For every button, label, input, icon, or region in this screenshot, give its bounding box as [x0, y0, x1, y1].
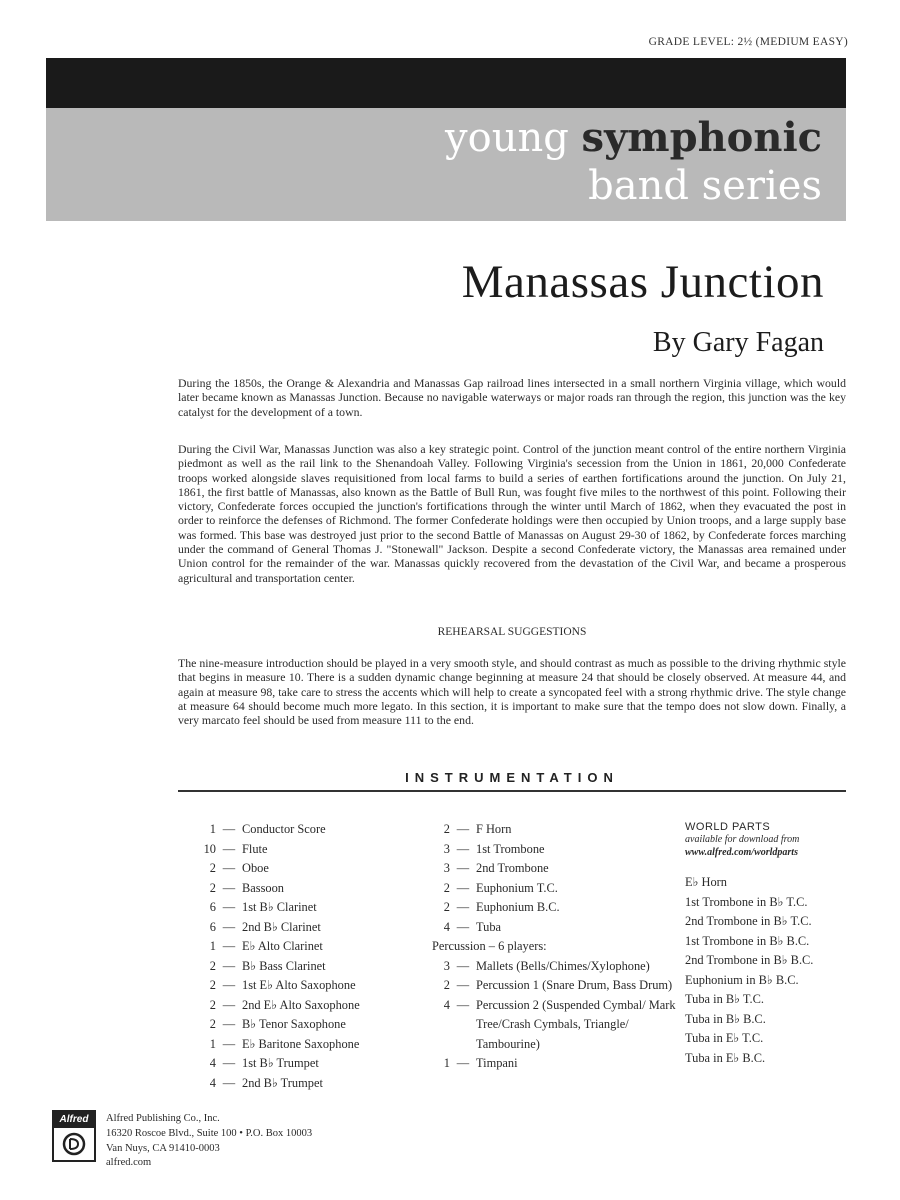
composer-byline: By Gary Fagan: [652, 327, 824, 358]
series-line-band-series: band series: [588, 163, 822, 209]
series-word-young: young: [445, 115, 569, 161]
instrument-row: 4 — Percussion 2 (Suspended Cymbal/ Mark Tree/Crash Cymbals, Triangle/ Tambourine): [443, 997, 676, 1051]
instrument-column-1: [198, 820, 428, 1093]
publisher-address: [106, 1112, 312, 1171]
rehearsal-paragraph: The nine-measure introduction should be played in a very smooth style, and should contrast as much as possible to the driving rhythmic style that begins in measure 10. There is a sudden dynamic change beginning at measure 24 that should be closely observed. At measure 44, and again at measure 98, take care to stress the accents which will help to create a syncopated feel with a strong rhythmic drive. The style change at measure 64 should become much more legato. In this section, it is important to make sure that the tempo does not slow down. Finally, a very marcato feel should be used from measure 111 to the end.: [178, 656, 846, 728]
instrument-row: 2 — B♭ Bass Clarinet: [209, 958, 326, 973]
world-part-item: 1st Trombone in B♭ B.C.: [685, 933, 810, 948]
instrument-row: 1 — E♭ Baritone Saxophone: [209, 1036, 360, 1051]
instrument-row: 6 — 2nd B♭ Clarinet: [209, 919, 321, 934]
instrument-row: 2 — Euphonium T.C.: [443, 880, 558, 895]
history-paragraph-1: During the 1850s, the Orange & Alexandria and Manassas Gap railroad lines intersected in a small northern Virginia village, which would later became known as Manassas Junction. Because no navigable waterways or major roads ran through the region, this junction was the key catalyst for the development of a town.: [178, 376, 846, 419]
world-part-item: Tuba in B♭ T.C.: [685, 992, 764, 1006]
world-parts-url[interactable]: www.alfred.com/worldparts: [685, 847, 798, 858]
instrument-row: 4 — Tuba: [443, 919, 502, 934]
alfred-logo-mark-icon: [54, 1128, 94, 1160]
world-part-item: 2nd Trombone in B♭ T.C.: [685, 914, 812, 928]
publisher-website[interactable]: alfred.com: [106, 1157, 152, 1169]
instrument-row: 3 — Mallets (Bells/Chimes/Xylophone): [443, 958, 650, 973]
series-word-symphonic: symphonic: [581, 114, 822, 161]
series-title: [445, 114, 822, 210]
instrument-row: 2 — Euphonium B.C.: [443, 900, 560, 914]
instrument-row: 2 — B♭ Tenor Saxophone: [209, 1017, 346, 1031]
piece-title: Manassas Junction: [461, 256, 824, 308]
instrument-row: 4 — 2nd B♭ Trumpet: [209, 1075, 323, 1090]
instrument-row: 1 — Timpani: [443, 1056, 518, 1070]
publisher-street: 16320 Roscoe Blvd., Suite 100 • P.O. Box 10003: [106, 1127, 313, 1139]
instrumentation-heading: INSTRUMENTATION: [405, 770, 619, 785]
world-part-item: Tuba in E♭ B.C.: [685, 1050, 766, 1065]
history-paragraph-2: During the Civil War, Manassas Junction was also a key strategic point. Control of the junction meant control of the entire northern Virginia piedmont as well as the rail link to the Shenandoah Valley. Following Virginia's secession from the Union in 1861, 20,000 Confederate troops worked alongside slaves requisitioned from local farms to build a series of earthen fortifications around the junction. On July 21, 1861, the first battle of Manassas, also known as the Battle of Bull Run, was fought five miles to the northwest of this point. Following their victory, Confederate forces occupied the junction's fortifications through the winter until March of 1862, when they evacuated the post in order to reinforce the defenses of Richmond. The former Confederate holdings were then occupied by Union troops, and a large supply base was formed. This base was destroyed just prior to the second Battle of Manassas on August 29-30 of 1862, by Confederate forces marching under the command of General Thomas J. "Stonewall" Jackson. Despite a second Confederate victory, the Manassas area remained under Union control for the remainder of the war. Manassas quickly recovered from the devastation of the Civil War, and became a prosperous agricultural and transportation center.: [178, 442, 846, 585]
world-part-item: 1st Trombone in B♭ T.C.: [685, 894, 808, 909]
alfred-logo-text: Alfred: [54, 1112, 94, 1128]
instrument-row: 2 — 1st E♭ Alto Saxophone: [209, 978, 356, 992]
instrument-row: 4 — 1st B♭ Trumpet: [209, 1056, 319, 1070]
alfred-logo: [52, 1110, 96, 1162]
world-parts-note: available for download from: [685, 834, 800, 845]
instrument-row: 6 — 1st B♭ Clarinet: [209, 900, 317, 914]
instrumentation-rule: [178, 790, 846, 792]
instrument-row: 2 — Bassoon: [209, 880, 284, 895]
instrument-row: 1 — Conductor Score: [209, 822, 326, 836]
instrument-row: 2 — F Horn: [443, 822, 512, 836]
series-banner: [46, 108, 846, 221]
instrument-row: 3 — 2nd Trombone: [443, 861, 549, 875]
instrument-row: 2 — Percussion 1 (Snare Drum, Bass Drum): [443, 978, 673, 992]
world-part-item: Euphonium in B♭ B.C.: [685, 972, 799, 987]
world-part-item: 2nd Trombone in B♭ B.C.: [685, 953, 814, 967]
publisher-name: Alfred Publishing Co., Inc.: [106, 1113, 220, 1124]
instrument-column-2: [432, 820, 677, 1074]
world-parts-column: [685, 820, 845, 1068]
percussion-heading: Percussion – 6 players:: [432, 939, 547, 953]
world-part-item: Tuba in E♭ T.C.: [685, 1031, 764, 1045]
instrument-row: 3 — 1st Trombone: [443, 841, 545, 856]
publisher-city: Van Nuys, CA 91410-0003: [106, 1142, 220, 1154]
instrument-row: 2 — 2nd E♭ Alto Saxophone: [209, 997, 360, 1012]
world-part-item: Tuba in B♭ B.C.: [685, 1011, 766, 1026]
grade-level: GRADE LEVEL: 2½ (MEDIUM EASY): [648, 36, 848, 48]
rehearsal-heading: REHEARSAL SUGGESTIONS: [437, 626, 587, 638]
instrument-row: 2 — Oboe: [209, 861, 269, 875]
world-parts-title: WORLD PARTS: [685, 821, 771, 833]
instrument-row: 1 — E♭ Alto Clarinet: [209, 939, 323, 953]
header-black-band: [46, 58, 846, 108]
instrument-row: 10 — Flute: [203, 841, 268, 856]
world-part-item: E♭ Horn: [685, 875, 727, 889]
